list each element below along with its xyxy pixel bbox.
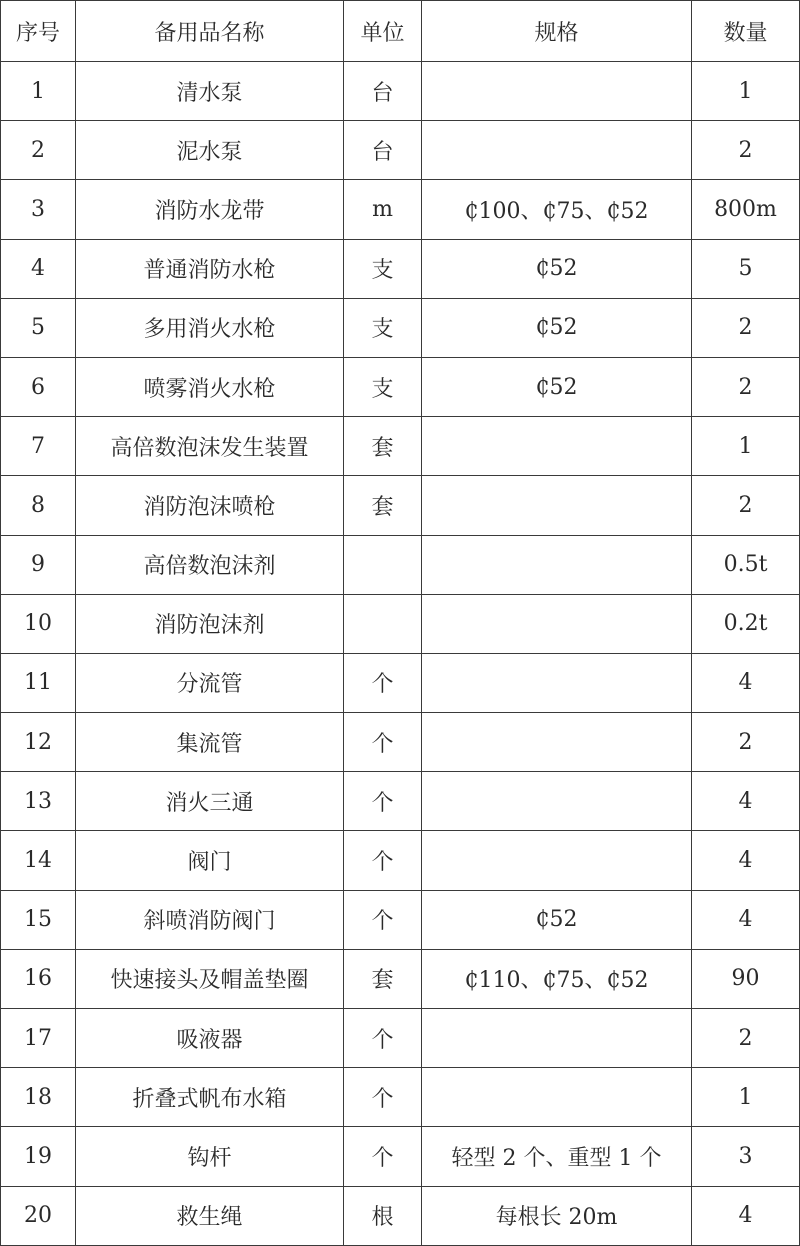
cell-qty: 3 <box>692 1127 800 1186</box>
cell-unit <box>344 594 422 653</box>
cell-unit: 个 <box>344 713 422 772</box>
cell-name: 消防泡沫剂 <box>76 594 344 653</box>
table-row <box>1 1068 800 1127</box>
cell-unit: 支 <box>344 239 422 298</box>
cell-spec: ₵100、₵75、₵52 <box>422 180 692 239</box>
cell-name: 普通消防水枪 <box>76 239 344 298</box>
table-row <box>1 535 800 594</box>
cell-spec <box>422 535 692 594</box>
table-row <box>1 357 800 416</box>
cell-unit: 套 <box>344 476 422 535</box>
cell-spec <box>422 831 692 890</box>
cell-unit: 个 <box>344 1127 422 1186</box>
cell-spec: 轻型 2 个、重型 1 个 <box>422 1127 692 1186</box>
cell-qty: 1 <box>692 417 800 476</box>
cell-qty: 2 <box>692 357 800 416</box>
cell-unit <box>344 535 422 594</box>
table-row <box>1 62 800 121</box>
cell-name: 吸液器 <box>76 1009 344 1068</box>
cell-spec: ₵52 <box>422 239 692 298</box>
cell-name: 快速接头及帽盖垫圈 <box>76 949 344 1008</box>
cell-no: 10 <box>1 594 76 653</box>
cell-spec: ₵52 <box>422 890 692 949</box>
cell-spec <box>422 713 692 772</box>
cell-name: 泥水泵 <box>76 121 344 180</box>
table-row <box>1 417 800 476</box>
cell-spec <box>422 594 692 653</box>
cell-unit: 个 <box>344 890 422 949</box>
cell-no: 11 <box>1 653 76 712</box>
header-row <box>1 1 800 62</box>
table-row <box>1 713 800 772</box>
cell-name: 救生绳 <box>76 1186 344 1245</box>
cell-spec <box>422 476 692 535</box>
cell-spec: 每根长 20m <box>422 1186 692 1245</box>
cell-qty: 0.2t <box>692 594 800 653</box>
cell-no: 7 <box>1 417 76 476</box>
cell-name: 高倍数泡沫发生装置 <box>76 417 344 476</box>
cell-qty: 2 <box>692 298 800 357</box>
cell-unit: 套 <box>344 949 422 1008</box>
cell-no: 14 <box>1 831 76 890</box>
cell-qty: 4 <box>692 772 800 831</box>
cell-spec <box>422 772 692 831</box>
cell-no: 12 <box>1 713 76 772</box>
cell-name: 集流管 <box>76 713 344 772</box>
cell-name: 清水泵 <box>76 62 344 121</box>
cell-no: 17 <box>1 1009 76 1068</box>
cell-qty: 4 <box>692 653 800 712</box>
cell-qty: 4 <box>692 1186 800 1245</box>
table-row <box>1 594 800 653</box>
cell-qty: 800m <box>692 180 800 239</box>
cell-no: 9 <box>1 535 76 594</box>
header-no: 序号 <box>1 1 76 62</box>
table-row <box>1 121 800 180</box>
table-row <box>1 949 800 1008</box>
cell-spec: ₵52 <box>422 357 692 416</box>
cell-spec: ₵110、₵75、₵52 <box>422 949 692 1008</box>
cell-spec <box>422 1009 692 1068</box>
table-header <box>1 1 800 62</box>
cell-name: 消防泡沫喷枪 <box>76 476 344 535</box>
cell-unit: m <box>344 180 422 239</box>
cell-qty: 1 <box>692 62 800 121</box>
table-row <box>1 476 800 535</box>
cell-unit: 支 <box>344 298 422 357</box>
cell-no: 18 <box>1 1068 76 1127</box>
table-row <box>1 1127 800 1186</box>
cell-qty: 2 <box>692 1009 800 1068</box>
cell-name: 斜喷消防阀门 <box>76 890 344 949</box>
cell-unit: 台 <box>344 62 422 121</box>
cell-no: 2 <box>1 121 76 180</box>
cell-qty: 2 <box>692 121 800 180</box>
cell-qty: 5 <box>692 239 800 298</box>
table-row <box>1 1009 800 1068</box>
cell-spec <box>422 62 692 121</box>
table-row <box>1 180 800 239</box>
cell-name: 折叠式帆布水箱 <box>76 1068 344 1127</box>
cell-unit: 个 <box>344 831 422 890</box>
cell-qty: 4 <box>692 890 800 949</box>
cell-spec <box>422 417 692 476</box>
cell-unit: 个 <box>344 1068 422 1127</box>
header-spec: 规格 <box>422 1 692 62</box>
cell-name: 多用消火水枪 <box>76 298 344 357</box>
table-row <box>1 298 800 357</box>
cell-no: 1 <box>1 62 76 121</box>
table-row <box>1 239 800 298</box>
cell-name: 阀门 <box>76 831 344 890</box>
header-unit: 单位 <box>344 1 422 62</box>
cell-spec: ₵52 <box>422 298 692 357</box>
table-row <box>1 653 800 712</box>
cell-no: 19 <box>1 1127 76 1186</box>
cell-spec <box>422 653 692 712</box>
cell-no: 15 <box>1 890 76 949</box>
cell-qty: 2 <box>692 713 800 772</box>
cell-no: 4 <box>1 239 76 298</box>
cell-no: 16 <box>1 949 76 1008</box>
table-row <box>1 831 800 890</box>
cell-no: 3 <box>1 180 76 239</box>
cell-name: 分流管 <box>76 653 344 712</box>
cell-qty: 4 <box>692 831 800 890</box>
cell-unit: 根 <box>344 1186 422 1245</box>
header-qty: 数量 <box>692 1 800 62</box>
cell-no: 8 <box>1 476 76 535</box>
cell-no: 6 <box>1 357 76 416</box>
cell-spec <box>422 1068 692 1127</box>
cell-no: 5 <box>1 298 76 357</box>
cell-no: 20 <box>1 1186 76 1245</box>
cell-unit: 个 <box>344 1009 422 1068</box>
cell-qty: 2 <box>692 476 800 535</box>
header-name: 备用品名称 <box>76 1 344 62</box>
cell-unit: 支 <box>344 357 422 416</box>
cell-unit: 个 <box>344 653 422 712</box>
cell-name: 高倍数泡沫剂 <box>76 535 344 594</box>
cell-name: 喷雾消火水枪 <box>76 357 344 416</box>
cell-unit: 个 <box>344 772 422 831</box>
cell-no: 13 <box>1 772 76 831</box>
cell-unit: 套 <box>344 417 422 476</box>
table-row <box>1 772 800 831</box>
cell-qty: 90 <box>692 949 800 1008</box>
cell-name: 钩杆 <box>76 1127 344 1186</box>
cell-qty: 1 <box>692 1068 800 1127</box>
table-body <box>1 62 800 1246</box>
cell-qty: 0.5t <box>692 535 800 594</box>
cell-name: 消火三通 <box>76 772 344 831</box>
table-row <box>1 1186 800 1245</box>
cell-name: 消防水龙带 <box>76 180 344 239</box>
cell-spec <box>422 121 692 180</box>
cell-unit: 台 <box>344 121 422 180</box>
table-row <box>1 890 800 949</box>
